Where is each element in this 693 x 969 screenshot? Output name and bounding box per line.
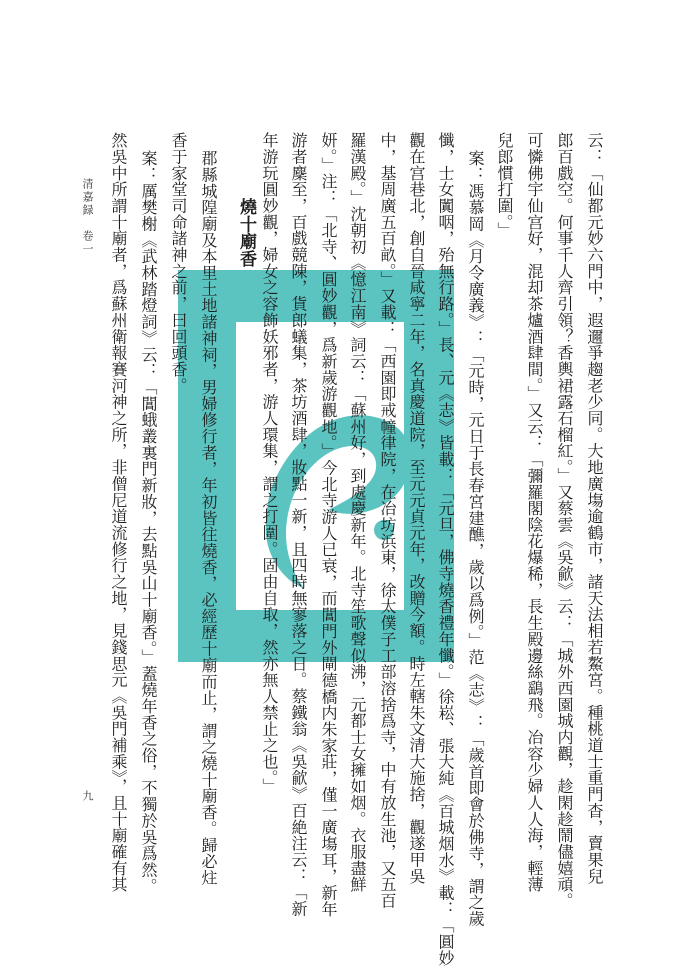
text-column: 兒郎慣打圍。」 [495,132,514,239]
text-column: 云：「仙都元妙六門中，遐邇爭趨老少同。大地廣塲逾鶴市，諸天法相若鰲宮。種桃道士重門杳，賣果兒 [585,132,604,885]
text-column: 羅漢殿。」沈朝初《憶江南》詞云：「蘇州好，到處慶新年。北寺笙歌聲似沸，元都士女擁如烟。衣服盡鮮 [348,132,367,893]
text-column: 可憐佛宇仙宫好，混却茶爐酒肆間。」又云：「彌羅閣陰花爆稀，長生殿邊絲鷂飛。冶容少婦人人海，輕薄 [525,132,544,893]
text-column: 然吳中所謂十廟者，爲蘇州衛報賽河神之所，非僧尼道流修行之地，見錢思元《吳門補乘》，且十廟確有其 [109,132,128,893]
running-header: 清嘉録 卷一 [81,178,94,256]
text-column: 中，基周廣五百畝。」又載：「西園即戒幢律院，在冶坊浜東，徐太僕子工部溶捨爲寺，中有放生池，又五百 [378,132,397,909]
text-column: 香于家堂司命諸神之前，曰回頭香。 [169,132,188,394]
text-column: 觀在宫巷北，創自晉咸寧二年，名真慶道院，至元元貞元年，改贈今額。時左轄朱文清大施捨，觀遂甲吳 [407,132,426,885]
text-column: 案：馮慕岡《月令廣義》：「元時，元日于長春宮建醮，歲以爲例。」范《志》：「歲首即會於佛寺，謂之歲 [466,150,485,927]
section-heading: 燒十廟香 [236,198,256,268]
text-column: 郎百戲空。何事千人齊引領？香輿裙露石榴紅。」又蔡雲《吳歈》云：「城外西園城内觀，趁閑趁鬧儘嬉頑。 [555,132,574,909]
text-column: 游者麇至，百戲競陳，貨郎蟻集，茶坊酒肆，妝點一新，且四時無寥落之日。蔡鐵翁《吳歈》百絶注云：「新 [289,132,308,917]
text-column: 案：厲樊榭《武林踏燈詞》云：「閶蛾叢裏門新妝，去點吳山十廟香。」蓋燒年香之俗，不獨於吳爲然。 [139,150,158,895]
text-column: 郡縣城隍廟及本里土地諸神祠，男婦修行者，年初皆往燒香，必經歷十廟而止，謂之燒十廟香。歸必炷 [199,150,218,886]
text-column: 懺，士女闐咽，殆無行路。」長、元《志》皆載：「元旦，佛寺燒香禮年懺。」徐崧、張大純《百城烟水》載：「圓妙 [436,132,455,967]
page-number: 九 [81,790,94,803]
text-column: 年游玩圓妙觀，婦女之容飾妖邪者，游人環集，謂之打圍。固由自取，然亦無人禁止之也。」 [260,132,279,795]
text-column: 妍。」注：「北寺、圓妙觀，爲新歲游觀地。」今北寺游人已衰，而閶門外閘德橋内朱家莊，僅一廣塲耳，新年 [319,132,338,918]
